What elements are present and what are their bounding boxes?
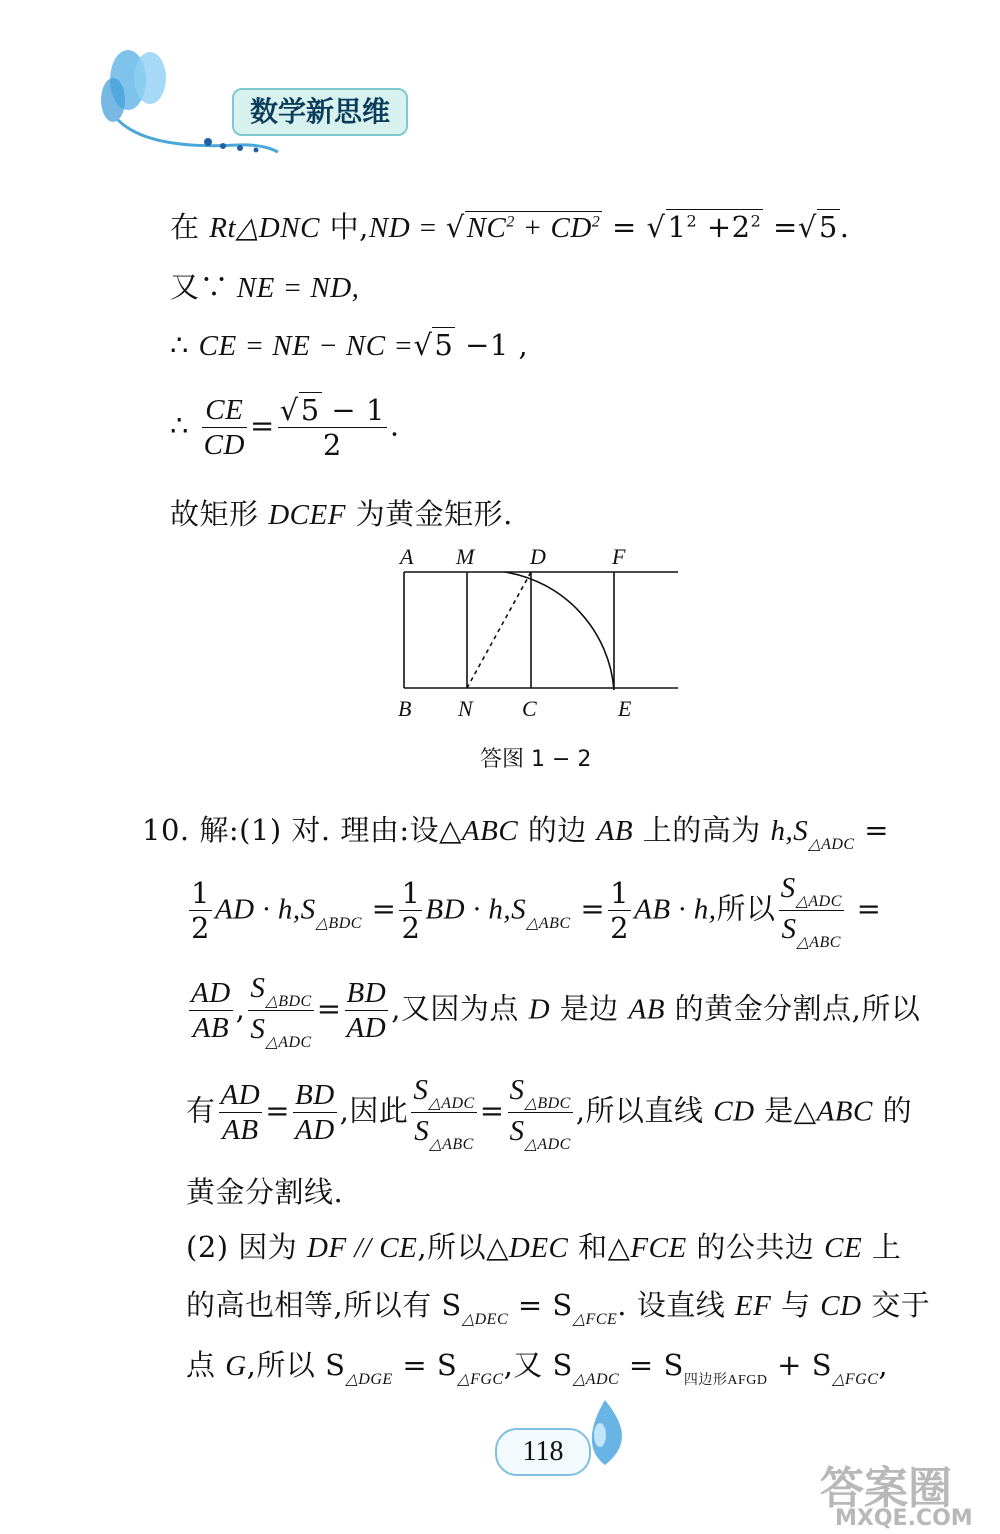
line-2: 又∵ NE = ND, (170, 270, 360, 304)
golden-rectangle-figure (390, 540, 690, 725)
line-4: ∴ $\frac{CE}{CD}$ = $\frac{√5 - 1}{2}$ . (170, 393, 400, 462)
line-5: 故矩形 DCEF 为黄金矩形. (170, 497, 513, 531)
series-title: 数学新思维 (232, 88, 408, 136)
label-A: A (400, 544, 414, 569)
watermark-url: MXQE.COM (835, 1506, 973, 1531)
water-drop-icon (575, 1395, 635, 1475)
p10-line-4: 有 $\frac{AD}{AB}$ = $\frac{BD}{AD}$ ,因此 $\frac{S_{\triangle ADC}}{S_{\triangle ABC}}$ = $\frac{S_{\triangle BDC}}{S_{\triangle ADC}}$ ,所以直线 CD 是△ABC 的 (186, 1074, 913, 1153)
figure-caption: 答图 1 − 2 (480, 747, 592, 772)
label-M: M (456, 544, 475, 569)
label-F: F (612, 544, 626, 569)
p10-line-6: (2) 因为 DF // CE,所以△DEC 和△FCE 的公共边 CE 上 (186, 1230, 902, 1264)
line-1: 在 Rt△DNC 中$,ND = √NC^2 + CD^2 = √1^2 +2^2 =√5$. (170, 210, 850, 244)
label-D: D (530, 544, 546, 569)
label-B: B (398, 696, 412, 721)
p10-line-5: 黄金分割线. (186, 1175, 344, 1209)
p10-line-1: 10. 解:(1) 对. 理由:设△ABC 的边 AB 上的高为 $h,S_{\triangle ADC}$ = (142, 813, 890, 853)
label-C: C (522, 696, 537, 721)
p10-line-2: $\frac{1}{2}$ AD · $h,S_{\triangle BDC}$ = $\frac{1}{2}$ BD · $h,S_{\triangle ABC}$ = $\frac{1}{2}$ AB · h,所以 $\frac{S_{\triangle ADC}}{S_{\triangle ABC}}$ = (191, 872, 882, 951)
p10-line-8: 点 G,所以 $S_{\triangle DGE} = S_{\triangle FGC}$,又 $S_{\triangle ADC} = S_{四边形AFGD} + S_{\triangle FGC}$, (186, 1348, 889, 1388)
label-E: E (618, 696, 632, 721)
p10-line-3: $\frac{AD}{AB}$ , $\frac{S_{\triangle BDC}}{S_{\triangle ADC}}$ = $\frac{BD}{AD}$ ,又因为点 D 是边 AB 的黄金分割点,所以 (191, 972, 921, 1051)
p10-line-7: 的高也相等,所以有 $S_{\triangle DEC} = S_{\triangle FCE}$. 设直线 EF 与 CD 交于 (186, 1288, 931, 1328)
label-N: N (458, 696, 473, 721)
watermark-text: 答案圈 (820, 1463, 952, 1514)
page-number: 118 (495, 1428, 591, 1476)
line-3: ∴ CE = NE − NC =√5 −1 , (170, 328, 529, 362)
